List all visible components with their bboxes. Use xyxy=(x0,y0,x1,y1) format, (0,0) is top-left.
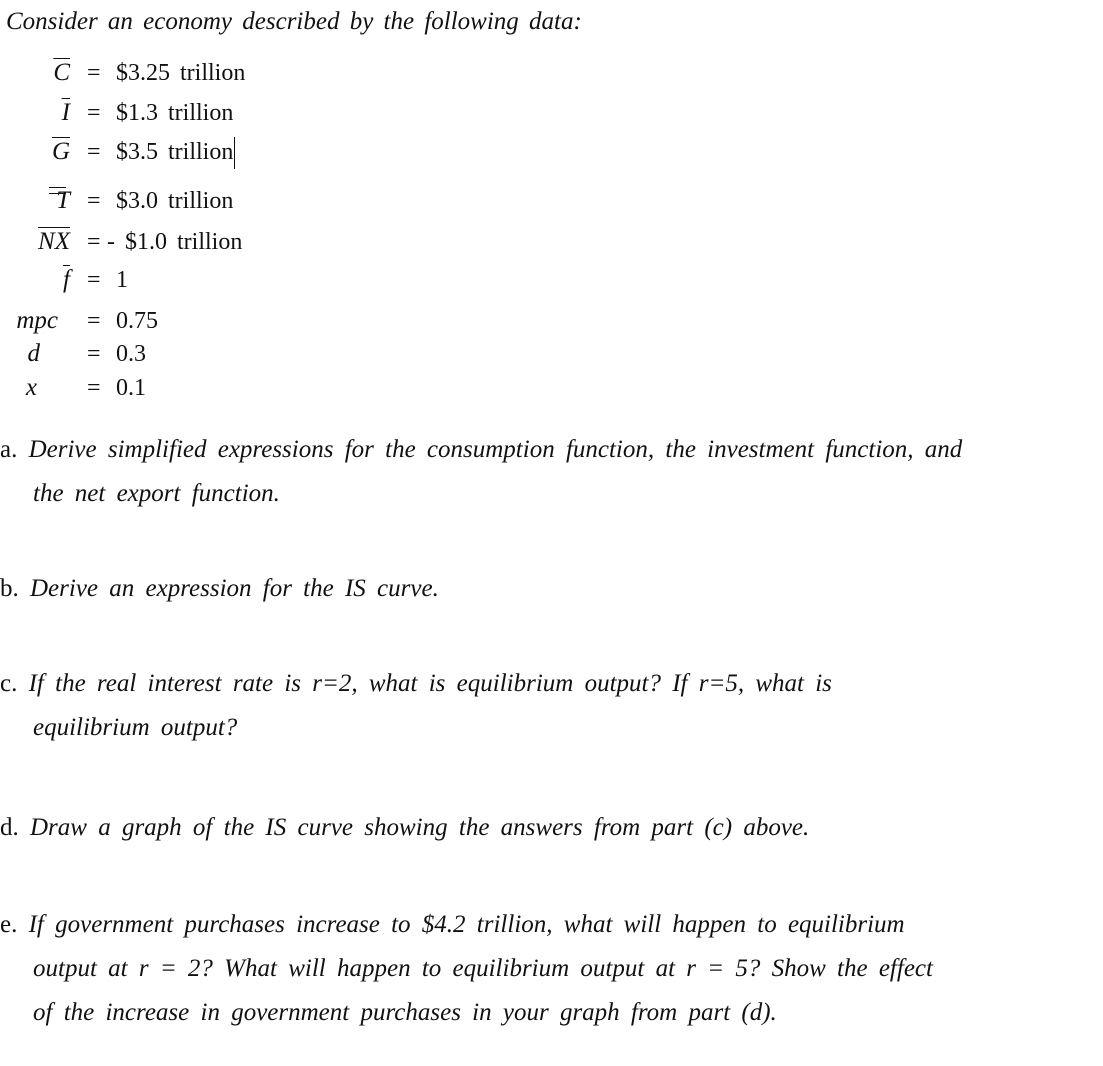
question-b xyxy=(0,567,1080,611)
variable-symbol: $\overline{NX}$ xyxy=(38,228,70,255)
equals-sign: = xyxy=(87,341,101,367)
text-cursor xyxy=(234,137,235,169)
variable-symbol: $\overline{G}$ xyxy=(51,138,70,165)
equals-sign: = xyxy=(87,229,101,255)
variable-symbol: $\overline{I}$ xyxy=(61,99,70,126)
variable-value-text: $3.5 trillion xyxy=(116,139,234,165)
variable-symbol: $\overline{C}$ xyxy=(53,59,70,86)
question-label: c. xyxy=(0,670,18,697)
variable-value: $1.3 trillion xyxy=(116,100,234,126)
question-label: e. xyxy=(0,911,18,938)
equals-sign: = xyxy=(87,100,101,126)
intro-text: Consider an economy described by the following data: xyxy=(6,8,582,35)
variable-symbol: T xyxy=(0,184,70,218)
question-c xyxy=(0,662,1080,750)
variable-value: $3.25 trillion xyxy=(116,60,246,86)
question-label: a. xyxy=(0,436,18,463)
question-text-continued: the net export function. xyxy=(33,480,280,507)
equals-sign: = xyxy=(87,139,101,165)
variable-value: $3.0 trillion xyxy=(116,188,234,214)
equals-sign: = xyxy=(87,308,101,334)
variable-symbol: x xyxy=(25,374,37,401)
variable-value xyxy=(116,135,235,169)
question-label: d. xyxy=(0,814,19,841)
question-text: If government purchases increase to $4.2 trillion, what will happen to equilibrium xyxy=(28,911,905,938)
question-label: b. xyxy=(0,575,19,602)
question-text-continued: equilibrium output? xyxy=(33,714,238,741)
equals-sign: = xyxy=(87,60,101,86)
equals-sign: = xyxy=(87,375,101,401)
variable-symbol: $\overline{f}$ xyxy=(63,266,70,293)
question-text: If the real interest rate is r=2, what is equilibrium output? If r=5, what is xyxy=(28,670,832,697)
equals-sign: = xyxy=(87,188,101,214)
variable-value: 0.75 xyxy=(116,308,158,334)
question-text: Derive simplified expressions for the consumption function, the investment function, and xyxy=(28,436,963,463)
variable-symbol: mpc xyxy=(16,307,58,334)
question-text: Draw a graph of the IS curve showing the answers from part (c) above. xyxy=(30,814,810,841)
variable-symbol: d xyxy=(27,340,40,367)
question-d xyxy=(0,806,1080,850)
question-a xyxy=(0,428,1080,516)
variable-value: 0.1 xyxy=(116,375,146,401)
question-text: Derive an expression for the IS curve. xyxy=(30,575,439,602)
variable-value: - $1.0 trillion xyxy=(107,229,243,255)
question-e xyxy=(0,903,1080,1035)
variable-value: 1 xyxy=(116,267,128,293)
equals-sign: = xyxy=(87,267,101,293)
question-text-continued: output at r = 2? What will happen to equilibrium output at r = 5? Show the effect xyxy=(33,955,933,982)
variable-value: 0.3 xyxy=(116,341,146,367)
question-text-continued: of the increase in government purchases in your graph from part (d). xyxy=(33,999,777,1026)
